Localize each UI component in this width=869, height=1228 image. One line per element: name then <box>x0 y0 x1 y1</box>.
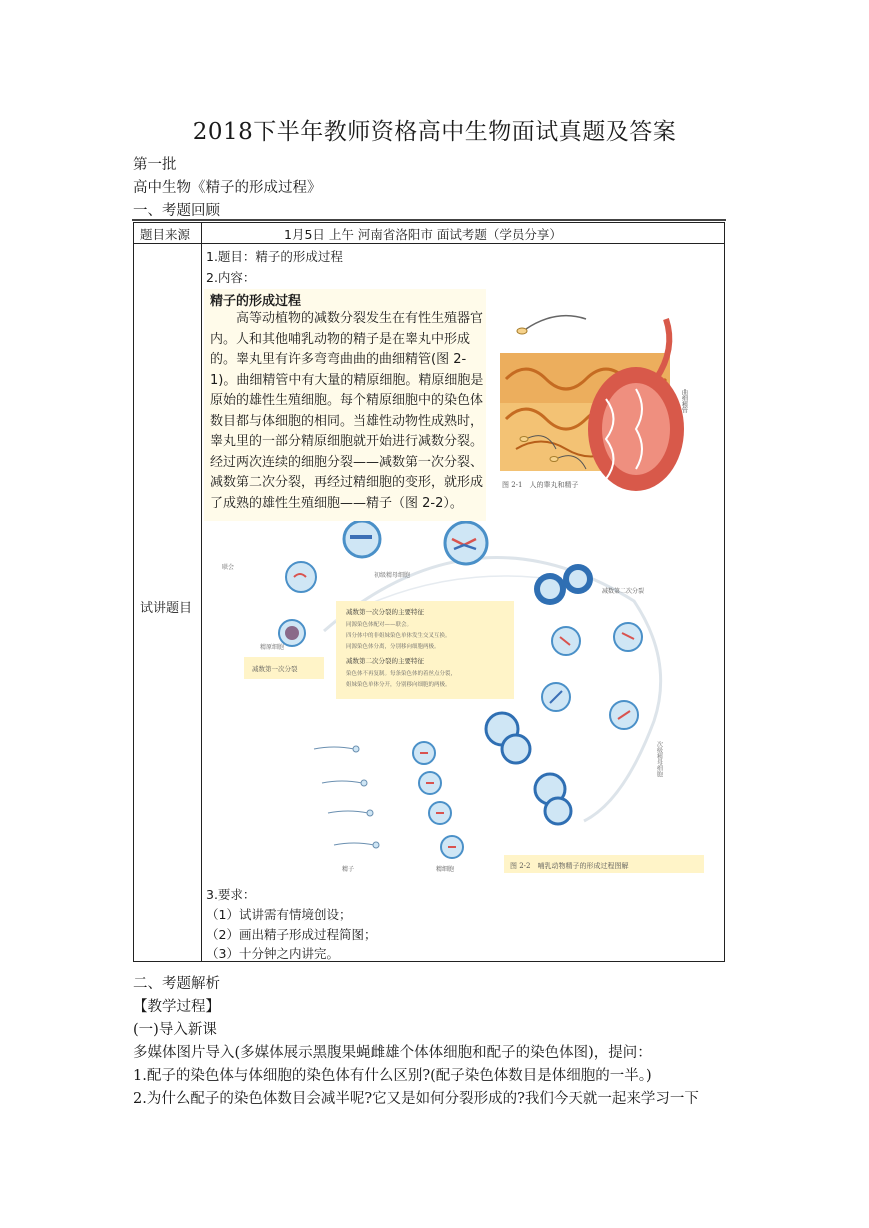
exam-table <box>133 222 725 962</box>
secondary-spermatocyte-label: 次级精母细胞 <box>655 741 663 777</box>
document-title: 2018下半年教师资格高中生物面试真题及答案 <box>192 119 677 145</box>
features2-title: 减数第二次分裂的主要特征 <box>346 657 424 665</box>
feature2-item: 染色体不再复制。每条染色体的着丝点分裂， <box>346 671 457 677</box>
requirement-item: （1）试讲需有情境创设； <box>206 907 352 922</box>
intro-line: 多媒体图片导入(多媒体展示黑腹果蝇雌雄个体体细胞和配子的染色体图)，提问： <box>133 1045 652 1061</box>
passage-title: 精子的形成过程 <box>210 294 302 309</box>
section-analysis-heading: 二、考题解析 <box>133 976 220 992</box>
topic-line: 1.题目：精子的形成过程 <box>206 249 343 264</box>
dividing-cell <box>534 564 593 605</box>
feature1-item: 同源染色体分离，分别移向细胞两极。 <box>346 644 440 650</box>
source-value: 1月5日 上午 河南省洛阳市 面试考题（学员分享） <box>284 227 562 242</box>
figure-2-1 <box>486 289 706 521</box>
sperm-label: 精子 <box>342 866 355 873</box>
figure-2-2 <box>204 521 709 883</box>
requirements-label: 3.要求： <box>206 887 256 902</box>
dividing-cell <box>535 774 571 824</box>
cell <box>614 623 642 651</box>
passage-box <box>204 289 486 521</box>
fig21-label: 曲细精管 <box>680 389 688 413</box>
testis-illustration <box>486 289 706 521</box>
synapsis-label: 联会 <box>222 564 235 571</box>
requirement-item: （2）画出精子形成过程简图； <box>206 927 377 942</box>
feature2-item: 姐妹染色单体分开，分别移向细胞的两极。 <box>346 682 451 688</box>
sperm-cell <box>314 746 379 848</box>
cell <box>445 522 487 564</box>
content-label: 2.内容： <box>206 270 256 285</box>
cell <box>344 521 380 557</box>
requirement-item: （3）十分钟之内讲完。 <box>206 946 339 961</box>
spermatogenesis-diagram <box>204 521 709 883</box>
fig21-caption: 图 2-1 人的睾丸和精子 <box>502 481 579 489</box>
spermatogonium-label: 精原细胞 <box>260 644 285 651</box>
spermatid-label: 精细胞 <box>436 866 455 873</box>
source-label: 题目来源 <box>140 227 191 242</box>
question-2: 2.为什么配子的染色体数目会减半呢?它又是如何分裂形成的?我们今天就一起来学习一下 <box>133 1091 699 1107</box>
table-top-rule <box>132 219 726 221</box>
features1-title: 减数第一次分裂的主要特征 <box>346 608 424 616</box>
first-division-label: 减数第一次分裂 <box>252 665 298 673</box>
feature1-item: 同源染色体配对——联会。 <box>346 622 413 628</box>
fig22-caption: 图 2-2 哺乳动物精子的形成过程图解 <box>510 862 629 870</box>
cell <box>552 627 580 655</box>
second-division-label: 减数第二次分裂 <box>602 588 645 595</box>
intro-heading: (一)导入新课 <box>133 1022 217 1038</box>
row-label-topic: 试讲题目 <box>140 601 193 616</box>
primary-spermatocyte-label: 初级精母细胞 <box>374 572 411 579</box>
cell <box>286 562 316 592</box>
cell <box>542 683 570 711</box>
dividing-cell <box>486 713 530 763</box>
batch-label: 第一批 <box>133 157 177 173</box>
feature1-item: 四分体中的非姐妹染色单体发生交叉互换。 <box>346 633 451 639</box>
spermatid-cell <box>413 742 463 858</box>
passage-text: 高等动植物的减数分裂发生在有性生殖器官内。人和其他哺乳动物的精子是在睾丸中形成的。睾丸里有许多弯弯曲曲的曲细精管(图 2-1)。曲细精管中有大量的精原细胞。精原细胞是原始的雄性生殖细胞。每个精原细胞中的染色体数目都与体细胞的相同。当雄性动物性成熟时，睾丸里的一部分精原细胞就开始进行减数分裂。经过两次连续的细胞分裂——减数第一次分裂、减数第二次分裂，再经过精细胞的变形，就形成了成熟的雄性生殖细胞——精子（图 2-2）。 <box>210 311 484 511</box>
subject-label: 高中生物《精子的形成过程》 <box>133 180 322 196</box>
cell <box>610 701 638 729</box>
teaching-process-heading: 【教学过程】 <box>133 999 220 1015</box>
question-1: 1.配子的染色体与体细胞的染色体有什么区别?(配子染色体数目是体细胞的一半。) <box>133 1068 652 1084</box>
section-review-heading: 一、考题回顾 <box>133 203 220 219</box>
cell <box>279 620 305 646</box>
